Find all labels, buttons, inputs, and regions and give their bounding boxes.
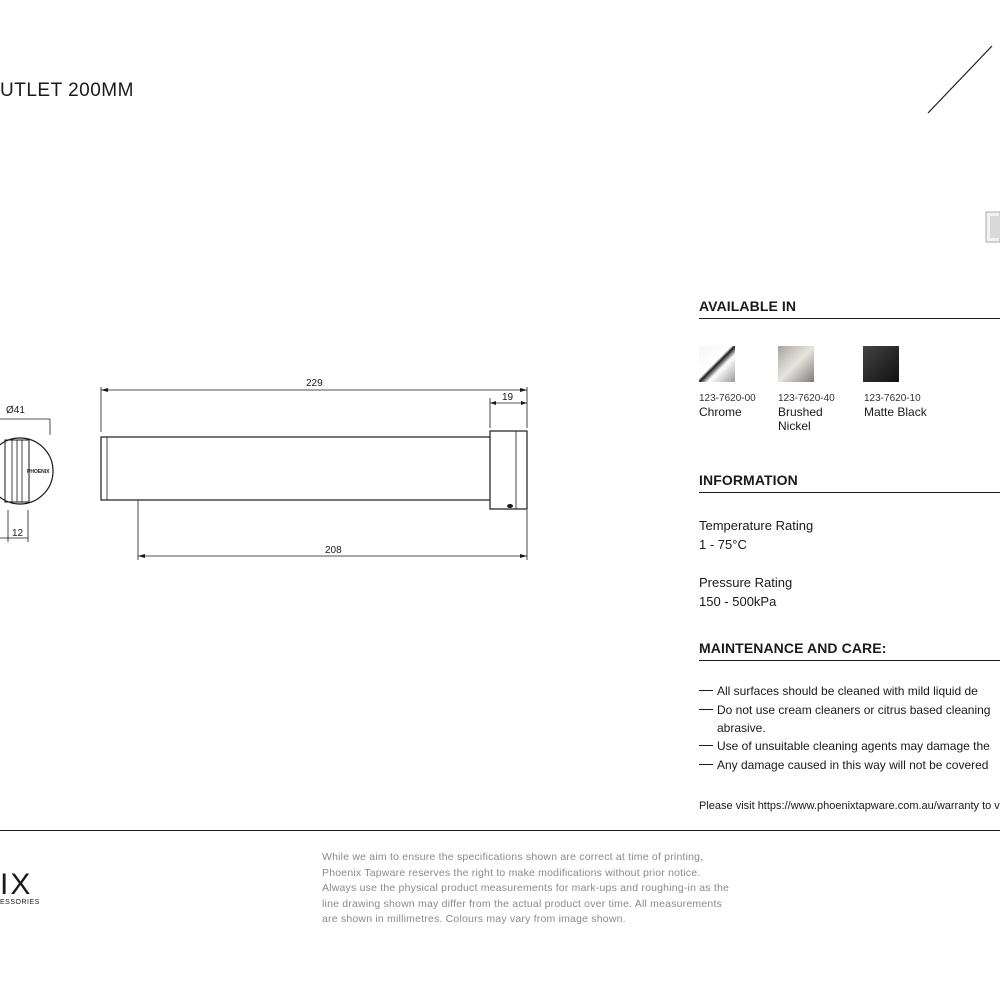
finish-name: Matte Black — [864, 405, 927, 419]
finish-chrome-text — [699, 393, 756, 419]
maintenance-item-continuation: abrasive. — [717, 721, 766, 735]
brand-logo: IX — [0, 868, 33, 901]
finish-matte-black-text — [864, 393, 927, 419]
end-view — [0, 405, 53, 542]
finish-brushed-nickel-text — [778, 393, 835, 433]
dash-icon — [699, 745, 713, 746]
disclaimer-line: are shown in millimetres. Colours may vary from image shown. — [322, 913, 626, 925]
finish-code: 123-7620-00 — [699, 393, 756, 404]
dim-229-label: 229 — [306, 378, 323, 389]
finish-code: 123-7620-40 — [778, 393, 835, 404]
disclaimer-line: Phoenix Tapware reserves the right to make modifications without prior notice. — [322, 866, 701, 879]
warranty-link-text[interactable]: Please visit https://www.phoenixtapware.com.au/warranty to v — [699, 800, 1000, 812]
available-divider — [699, 318, 1000, 319]
finish-brushed-nickel — [778, 346, 814, 387]
dim-208-label: 208 — [325, 545, 342, 556]
dash-icon — [699, 690, 713, 691]
dash-icon — [699, 764, 713, 765]
maintenance-item: Do not use cream cleaners or citrus based cleaning — [699, 701, 990, 719]
footer-divider — [0, 830, 1000, 831]
dim-12-label: 12 — [12, 528, 24, 539]
finish-name: Brushed — [778, 405, 823, 419]
finish-name: Nickel — [778, 419, 811, 433]
temperature-label: Temperature Rating — [699, 518, 814, 533]
maintenance-item: Use of unsuitable cleaning agents may damage the — [699, 737, 990, 755]
disclaimer-line: Always use the physical product measurements for mark-ups and roughing-in as the — [322, 882, 730, 894]
side-view — [101, 378, 527, 560]
disclaimer — [322, 850, 752, 928]
available-heading: AVAILABLE IN — [699, 298, 797, 314]
dim-19-label: 19 — [502, 392, 514, 403]
brand-mark: PHOENIX — [27, 469, 50, 475]
maintenance-divider — [699, 660, 1000, 661]
brushed-nickel-swatch — [778, 346, 814, 382]
maintenance-item: All surfaces should be cleaned with mild liquid de — [699, 682, 978, 700]
finish-code: 123-7620-10 — [864, 393, 921, 404]
maintenance-heading: MAINTENANCE AND CARE: — [699, 640, 887, 656]
disclaimer-line: While we aim to ensure the specifications shown are correct at time of printing, — [322, 851, 704, 863]
technical-drawing — [0, 370, 560, 570]
finish-matte-black — [863, 346, 899, 387]
pressure-label: Pressure Rating — [699, 575, 793, 590]
maintenance-item: Any damage caused in this way will not be covered — [699, 756, 988, 774]
brand-logo-subtitle: ESSORIES — [0, 899, 40, 906]
information-divider — [699, 492, 1000, 493]
finish-chrome — [699, 346, 735, 387]
pressure-value: 150 - 500kPa — [699, 594, 777, 609]
information-heading: INFORMATION — [699, 472, 798, 488]
product-thumbnail — [986, 212, 1000, 242]
matte-black-swatch — [863, 346, 899, 382]
diameter-label: Ø41 — [6, 405, 25, 416]
disclaimer-line: line drawing shown may differ from the actual product over time. All measurements — [322, 897, 723, 910]
product-image-fragment — [920, 40, 1000, 260]
chrome-swatch — [699, 346, 735, 382]
finish-name: Chrome — [699, 405, 742, 419]
page-title: UTLET 200MM — [0, 80, 134, 101]
temperature-value: 1 - 75°C — [699, 537, 747, 552]
dash-icon — [699, 709, 713, 710]
